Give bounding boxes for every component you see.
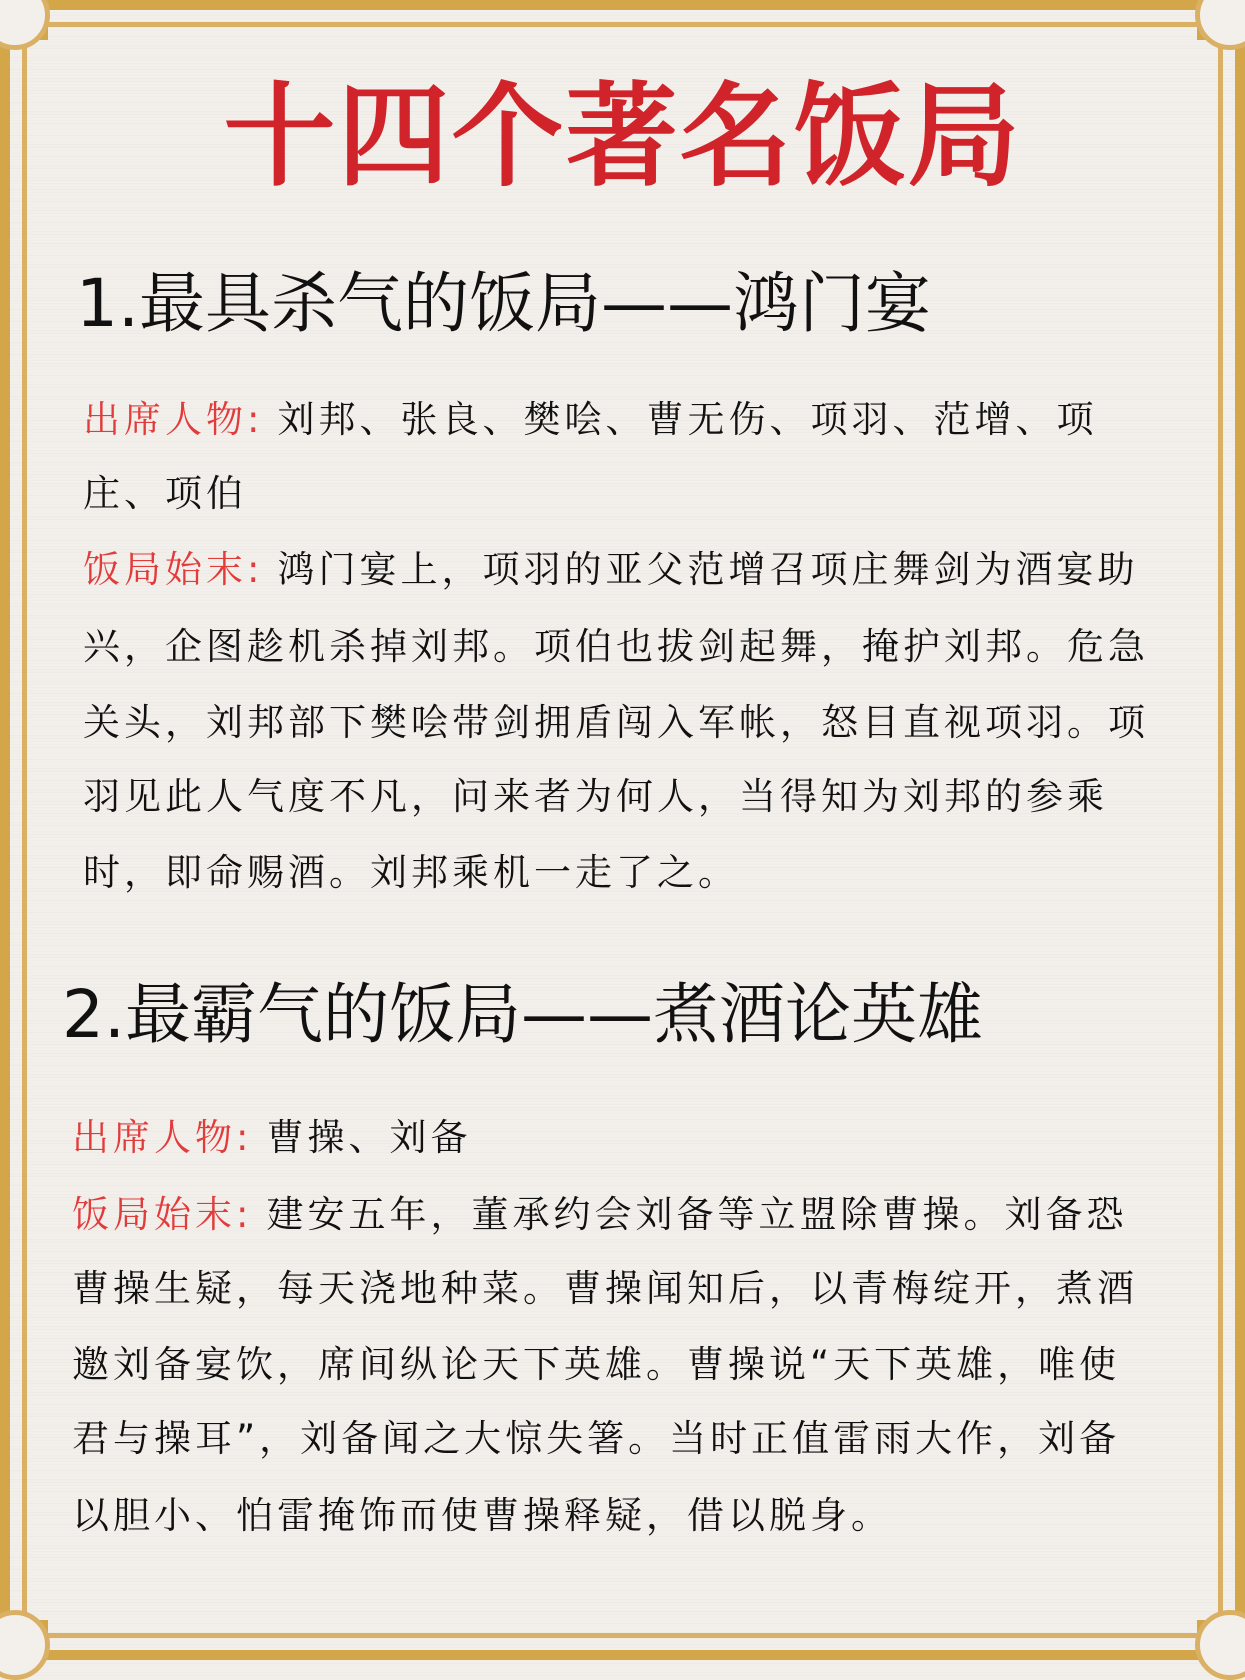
people-label: 出席人物: bbox=[72, 1116, 253, 1159]
story-label: 饭局始末: bbox=[83, 548, 264, 591]
story-text: 曹操生疑，每天浇地种菜。曹操闻知后，以青梅绽开，煮酒 bbox=[72, 1267, 1138, 1310]
story-label: 饭局始末: bbox=[72, 1193, 253, 1236]
people-text: 曹操、刘备 bbox=[266, 1116, 472, 1159]
page-title: 十四个著名饭局 bbox=[223, 72, 1022, 202]
story-text: 关头，刘邦部下樊哙带剑拥盾闯入军帐，怒目直视项羽。项 bbox=[83, 701, 1149, 744]
story-text: 时，即命赐酒。刘邦乘机一走了之。 bbox=[83, 851, 739, 894]
story-row bbox=[83, 545, 1138, 595]
story-text: 邀刘备宴饮，席间纵论天下英雄。曹操说“天下英雄，唯使 bbox=[72, 1343, 1121, 1386]
people-row bbox=[72, 1113, 471, 1163]
story-text: 兴，企图趁机杀掉刘邦。项伯也拔剑起舞，掩护刘邦。危急 bbox=[83, 625, 1149, 668]
people-text: 刘邦、张良、樊哙、曹无伤、项羽、范增、项 bbox=[277, 398, 1098, 441]
story-text: 君与操耳”，刘备闻之大惊失箸。当时正值雷雨大作，刘备 bbox=[72, 1417, 1121, 1460]
people-row bbox=[83, 395, 1097, 445]
story-text: 鸿门宴上，项羽的亚父范增召项庄舞剑为酒宴助 bbox=[277, 548, 1139, 591]
people-label: 出席人物: bbox=[83, 398, 264, 441]
people-text: 庄、项伯 bbox=[83, 472, 247, 515]
story-text: 羽见此人气度不凡，问来者为何人，当得知为刘邦的参乘 bbox=[83, 775, 1108, 818]
story-text: 以胆小、怕雷掩饰而使曹操释疑，借以脱身。 bbox=[72, 1494, 892, 1537]
section-heading: 1.最具杀气的饭局——鸿门宴 bbox=[76, 265, 931, 342]
story-row bbox=[72, 1190, 1127, 1240]
story-text: 建安五年，董承约会刘备等立盟除曹操。刘备恐 bbox=[266, 1193, 1128, 1236]
section-heading: 2.最霸气的饭局——煮酒论英雄 bbox=[62, 976, 983, 1053]
